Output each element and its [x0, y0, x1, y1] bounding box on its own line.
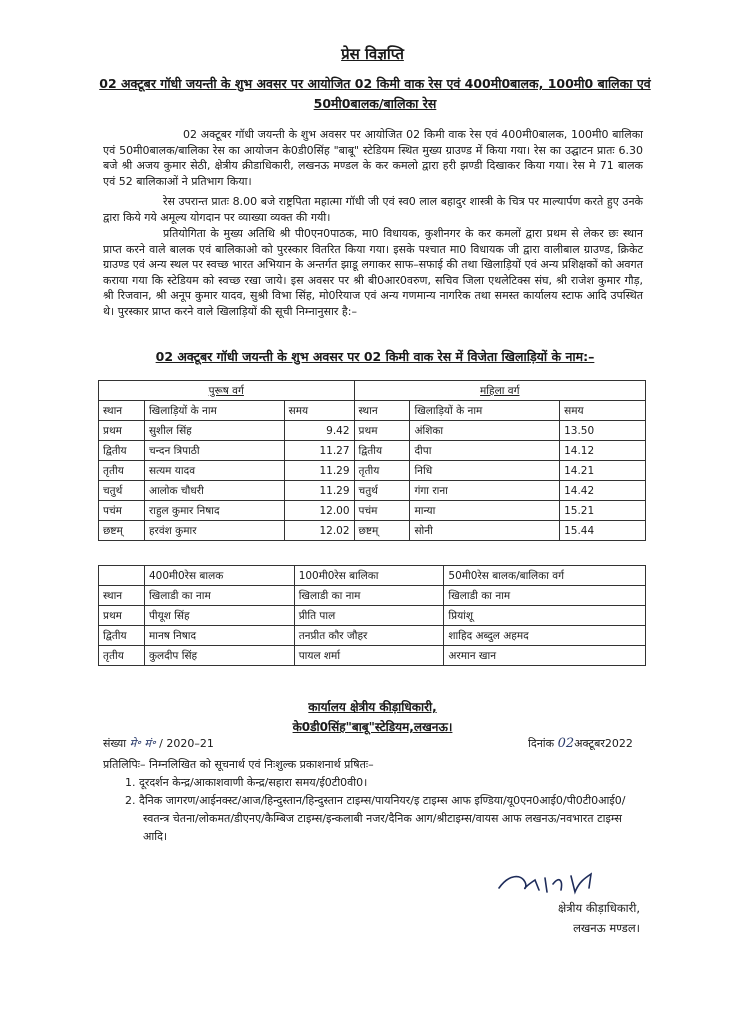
cell-name: अंशिका	[410, 421, 560, 441]
cell-place: तृतीय	[99, 461, 145, 481]
cell-time: 14.42	[560, 481, 646, 501]
cell-name: राहुल कुमार निषाद	[144, 501, 284, 521]
table-row	[99, 461, 646, 481]
ref-number-handwritten: मे॰ मं॰	[129, 737, 156, 750]
cell-name: शाहिद अब्दुल अहमद	[444, 626, 646, 646]
col-time: समय	[560, 401, 646, 421]
table-row	[99, 441, 646, 461]
cell-time: 12.02	[284, 521, 354, 541]
women-header: महिला वर्ग	[354, 381, 645, 401]
header-50m: 50मी0रेस बालक/बालिका वर्ग	[444, 566, 646, 586]
cell-place: द्वितीय	[99, 626, 145, 646]
cell-time: 12.00	[284, 501, 354, 521]
cell-name: मान्या	[410, 501, 560, 521]
col-name: खिलाड़ियों के नाम	[144, 401, 284, 421]
cell-place: प्रथम	[99, 606, 145, 626]
cell-place: तृतीय	[99, 646, 145, 666]
doc-subtitle: 02 अक्टूबर गॉधी जयन्ती के शुभ अवसर पर आयोजित 02 किमी वाक रेस एवं 400मी0बालक, 100मी0 बालिका एवं 50मी0बालक/बालिका रेस	[99, 76, 651, 111]
ref-year: / 2020–21	[159, 737, 214, 750]
cell-name: पीयूश सिंह	[144, 606, 294, 626]
table-row	[99, 501, 646, 521]
signatory-division: लखनऊ मण्डल।	[573, 921, 640, 935]
office-line-1: कार्यालय क्षेत्रीय कीड़ाधिकारी,	[308, 700, 437, 714]
office-address	[0, 697, 745, 737]
cell-name: मानष निषाद	[144, 626, 294, 646]
cell-name: अरमान खान	[444, 646, 646, 666]
col-place: स्थान	[99, 586, 145, 606]
table-row	[99, 626, 646, 646]
walk-race-table	[98, 380, 646, 541]
cell-name: तनप्रीत कौर जौहर	[294, 626, 444, 646]
copy-lead: प्रतिलिपिः– निम्नलिखित को सूचनार्थ एवं निःशुल्क प्रकाशनार्थ प्रषितः–	[103, 758, 374, 771]
header-400m-boys: 400मी0रेस बालक	[144, 566, 294, 586]
cell-place: पचंम	[354, 501, 410, 521]
cell-name: चन्दन त्रिपाठी	[144, 441, 284, 461]
col-place: स्थान	[354, 401, 410, 421]
date-handwritten: 02	[557, 736, 575, 751]
cell-name: आलोक चौधरी	[144, 481, 284, 501]
cell-time: 11.27	[284, 441, 354, 461]
cell-time: 14.12	[560, 441, 646, 461]
copy-item-1: 1. दूरदर्शन केन्द्र/आकाशवाणी केन्द्र/सहारा समय/ई0टी0वी0।	[125, 776, 368, 789]
cell-name: निधि	[410, 461, 560, 481]
paragraph-3: प्रतियोगिता के मुख्य अतिथि श्री पी0एन0पाठक, मा0 विधायक, कुशीनगर के कर कमलों द्वारा प्रथम से लेकर छः स्थान प्राप्त करने वाले बालक एवं बालिकाओ को पुरस्कार वितरित किया गया। इसके पश्चात मा0 विधायक जी द्वारा वालीबाल ग्राउण्ड, क्रिकेट ग्राउण्ड एवं अन्य स्थल पर स्वच्छ भारत अभियान के अन्तर्गत झाडू लगाकर साफ–सफाई की तथा खिलाड़ियों एवं अन्य प्रशिक्षकों को अवगत कराया गया कि स्टेडियम को स्वच्छ रखा जाये। इस अवसर पर श्री बी0आर0वरुण, सचिव जिला एथलेटिक्स संघ, श्री राजेश कुमार गौड़, श्री रिजवान, श्री अनूप कुमार यादव, सुश्री विभा सिंह, मो0रियाज एवं अन्य गणमान्य नागरिक तथा समस्त कार्यालय स्टाफ आदि उपस्थित थे। पुरस्कार प्राप्त करने वाले खिलाड़ियों की सूची निम्नानुसार है:–	[103, 227, 643, 318]
men-header: पुरूष वर्ग	[99, 381, 355, 401]
cell-place: तृतीय	[354, 461, 410, 481]
date-rest: अक्टूबर2022	[574, 737, 633, 750]
signatory-title: क्षेत्रीय कीड़ाधिकारी,	[557, 901, 640, 915]
cell-place: छष्टम्	[354, 521, 410, 541]
col-name: खिलाडी का नाम	[144, 586, 294, 606]
cell-place: छष्टम्	[99, 521, 145, 541]
col-name: खिलाडी का नाम	[294, 586, 444, 606]
cell-place: द्वितीय	[99, 441, 145, 461]
table-row	[99, 481, 646, 501]
header-100m-girls: 100मी0रेस बालिका	[294, 566, 444, 586]
table-row	[99, 606, 646, 626]
cell-place: द्वितीय	[354, 441, 410, 461]
cell-name: प्रीति पाल	[294, 606, 444, 626]
signatory	[0, 898, 640, 938]
col-name: खिलाडी का नाम	[444, 586, 646, 606]
cell-name: पायल शर्मा	[294, 646, 444, 666]
cell-name: दीपा	[410, 441, 560, 461]
date-label: दिनांक	[528, 737, 555, 750]
cell-place: चतुर्थ	[99, 481, 145, 501]
cell-name: सोनी	[410, 521, 560, 541]
table-row	[99, 521, 646, 541]
paragraph-1: 02 अक्टूबर गॉधी जयन्ती के शुभ अवसर पर आयोजित 02 किमी वाक रेस एवं 400मी0बालक, 100मी0 बालिका एवं 50मी0बालक/बालिका रेस का आयोजन के0डी0सिंह "बाबू" स्टेडियम स्थित मुख्य ग्राउण्ड में किया गया। रेस का उद्घाटन प्रातः 6.30 बजे श्री अजय कुमार सेठी, क्षेत्रीय क्रीडाधिकारी, लखनऊ मण्डल के कर कमलो द्वारा हरी झण्डी दिखाकर किया गया। रेस मे 71 बालक एवं 52 बालिकाओं ने प्रतिभाग किया।	[103, 128, 643, 188]
cell-time: 14.21	[560, 461, 646, 481]
sprint-race-table	[98, 565, 646, 666]
col-name: खिलाड़ियों के नाम	[410, 401, 560, 421]
cell-place: प्रथम	[99, 421, 145, 441]
col-place: स्थान	[99, 401, 145, 421]
reference-number	[103, 736, 214, 751]
cell-time: 13.50	[560, 421, 646, 441]
table-row	[99, 646, 646, 666]
ref-label: संख्या	[103, 737, 127, 750]
cell-name: प्रियांशू	[444, 606, 646, 626]
cell-name: सत्यम यादव	[144, 461, 284, 481]
cell-time: 11.29	[284, 461, 354, 481]
issue-date	[528, 736, 633, 751]
winners-heading: 02 अक्टूबर गॉधी जयन्ती के शुभ अवसर पर 02 किमी वाक रेस में विजेता खिलाड़ियों के नाम:–	[155, 349, 595, 364]
cell-place: पचंम	[99, 501, 145, 521]
cell-time: 15.44	[560, 521, 646, 541]
table-row	[99, 421, 646, 441]
cell-name: कुलदीप सिंह	[144, 646, 294, 666]
cell-time: 15.21	[560, 501, 646, 521]
doc-title: प्रेस विज्ञप्ति	[341, 45, 404, 63]
cell-time: 11.29	[284, 481, 354, 501]
copy-to	[103, 756, 648, 846]
cell-place: चतुर्थ	[354, 481, 410, 501]
cell-name: गंगा राना	[410, 481, 560, 501]
cell-name: हरवंश कुमार	[144, 521, 284, 541]
office-line-2: के0डी0सिंह"बाबू"स्टेडियम,लखनऊ।	[292, 720, 453, 734]
cell-place: प्रथम	[354, 421, 410, 441]
col-time: समय	[284, 401, 354, 421]
signature-mark	[495, 868, 605, 898]
cell-time: 9.42	[284, 421, 354, 441]
cell-name: सुशील सिंह	[144, 421, 284, 441]
paragraph-2: रेस उपरान्त प्रातः 8.00 बजे राष्ट्रपिता महात्मा गॉधी जी एवं स्व0 लाल बहादुर शास्त्री के चित्र पर माल्यार्पण करते हुए उनके द्वारा किये गये अमूल्य योगदान पर व्याख्या व्यक्त की गयी।	[103, 195, 643, 224]
copy-item-2: 2. दैनिक जागरण/आईनक्स्ट/आज/हिन्दुस्तान/हिन्दुस्तान टाइम्स/पायनियर/इ टाइम्स आफ इण्डिया/यू0एन0आई0/पी0टी0आई0/स्वतन्त्र चेतना/लोकमत/डीएनए/कैम्बिज टाइम्स/इन्कलाबी नजर/दैनिक आग/श्रीटाइम्स/वायस आफ लखनऊ/नवभारत टाइम्स आदि।	[125, 794, 626, 843]
